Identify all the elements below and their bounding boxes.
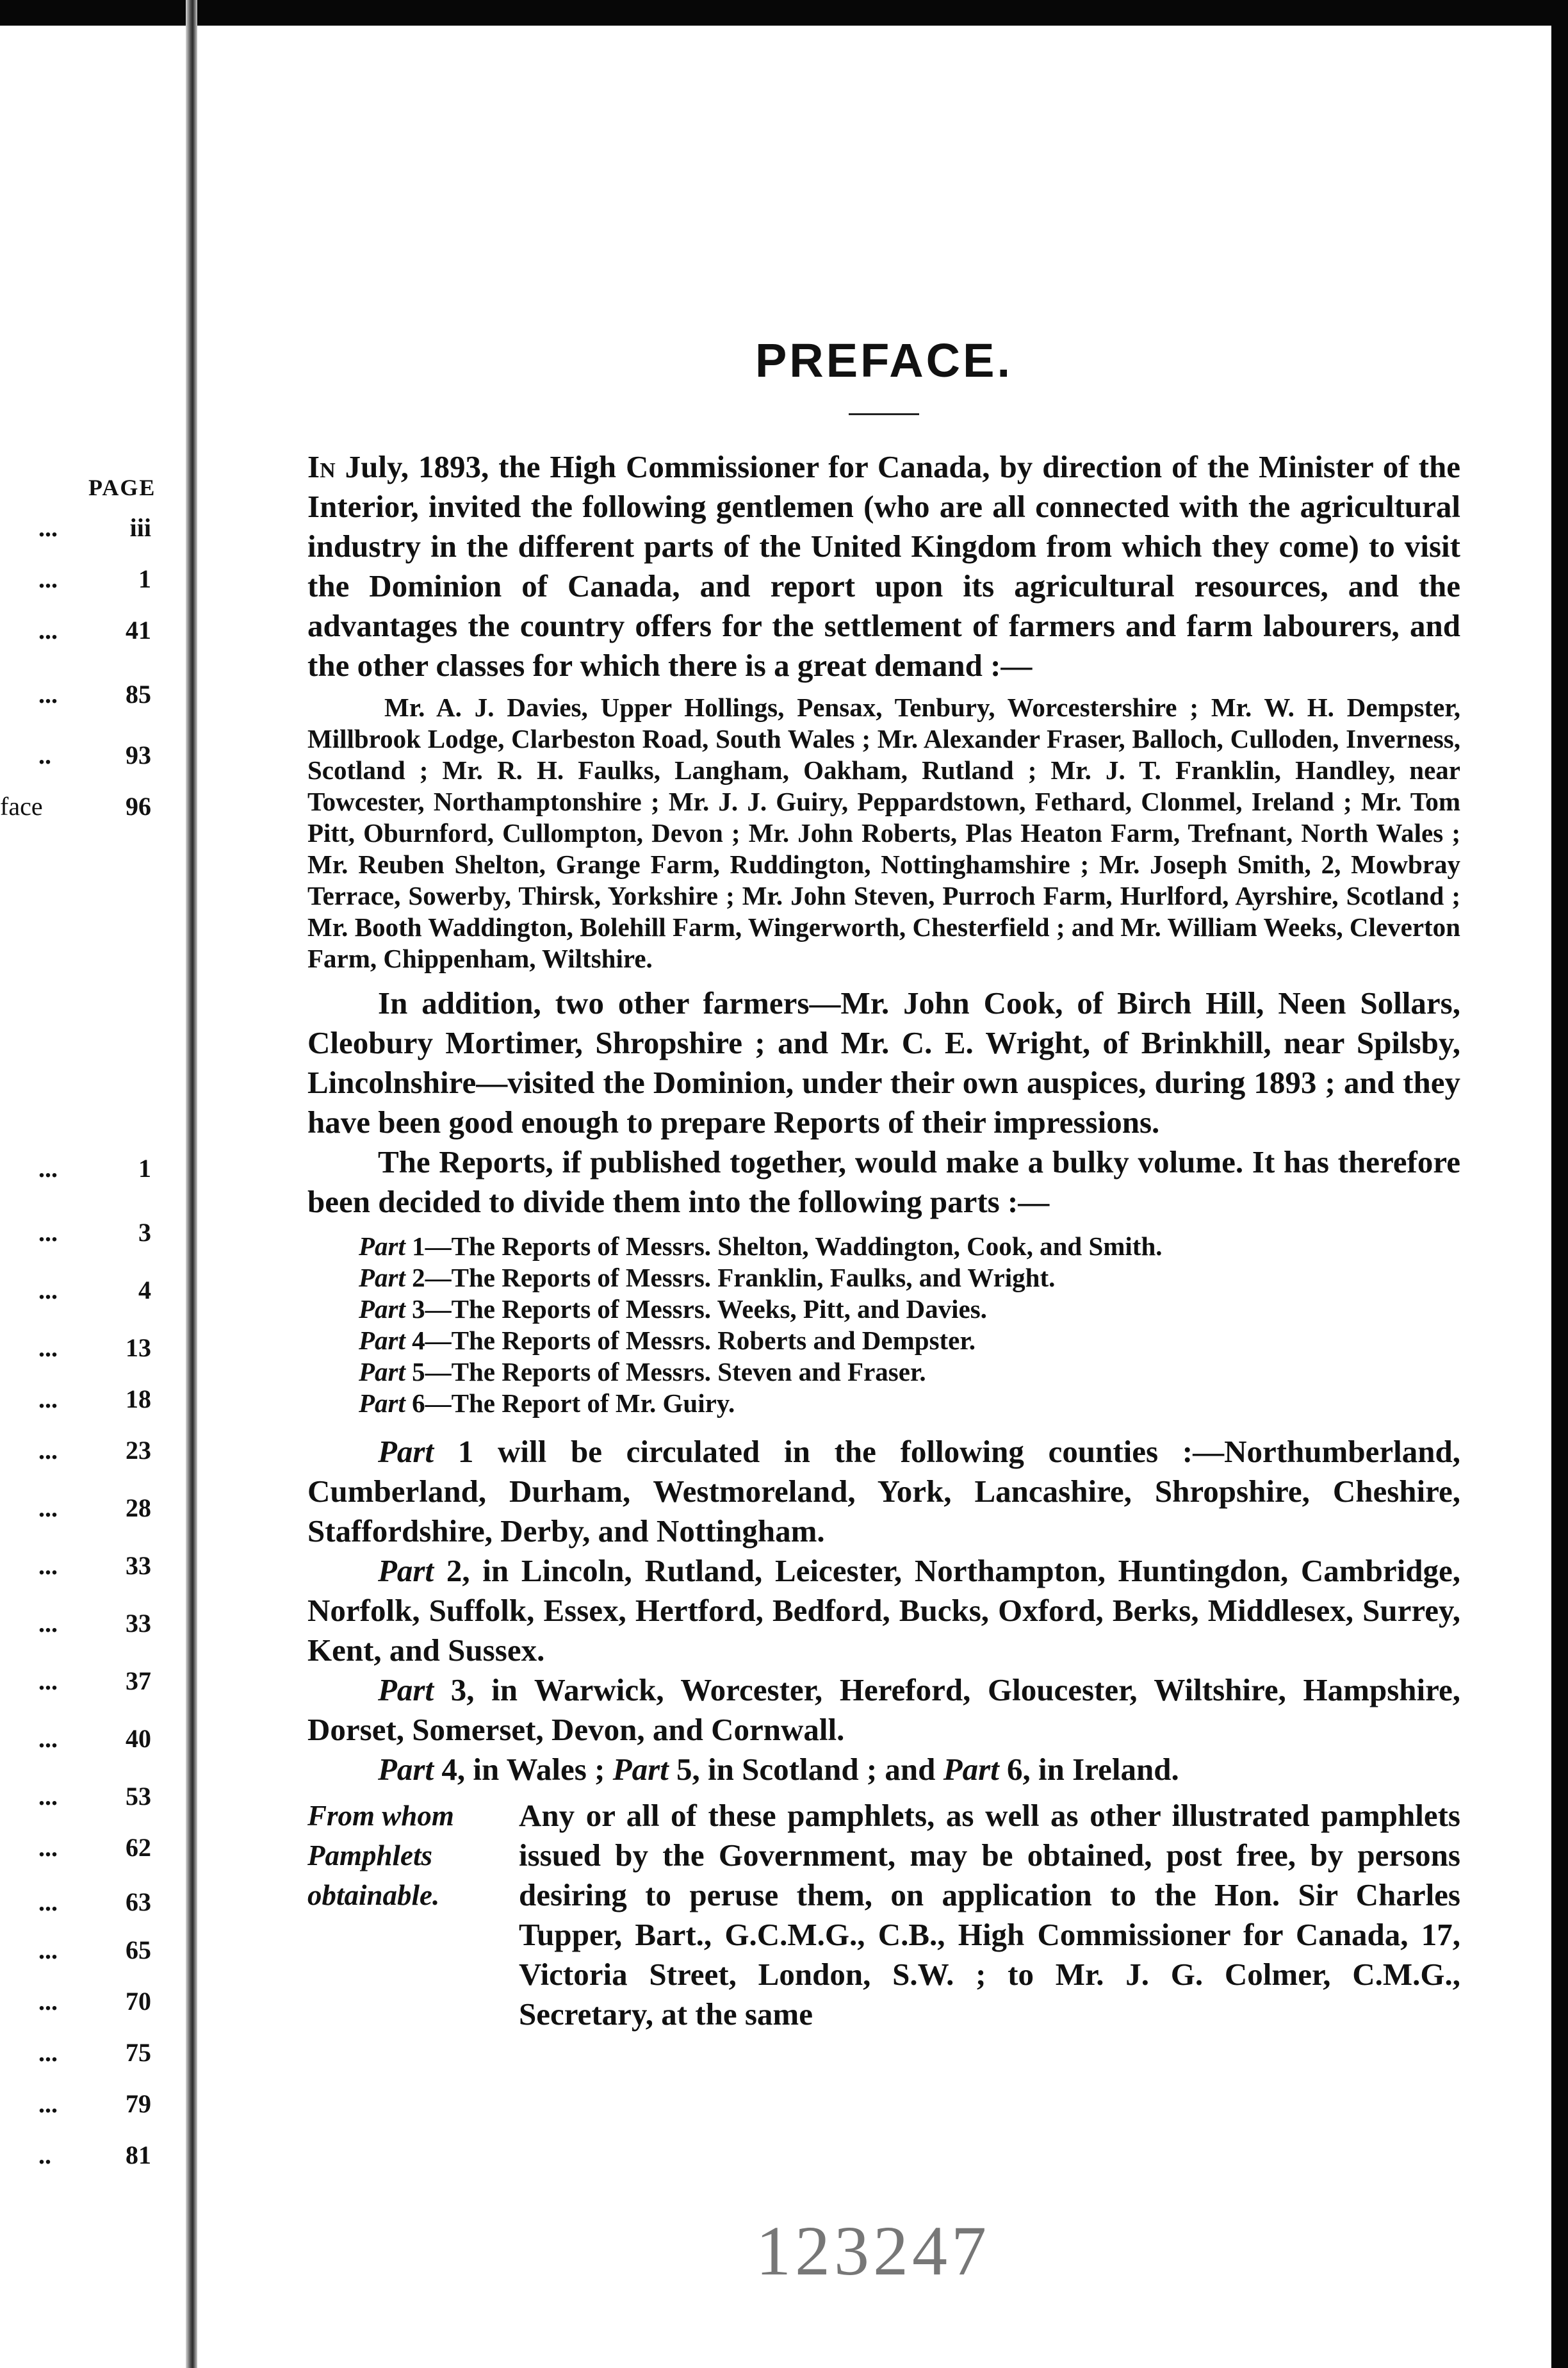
toc-leader: ... (38, 1782, 58, 1811)
toc-row (0, 1935, 160, 1973)
paragraph-part2-counties: Part 2, in Lincoln, Rutland, Leicester, Northampton, Huntingdon, Cambridge, Norfolk, Suffolk, Essex, Hertford, Bedford, Bucks, Oxford, Berks, Middlesex, Surrey, Kent, and Sussex. (307, 1553, 1460, 1668)
toc-row (0, 1153, 160, 1192)
toc-leader: ... (38, 564, 58, 593)
toc-row (0, 1493, 160, 1531)
toc-page-number: 1 (138, 1154, 151, 1183)
margin-note: From whom Pamphlets obtainable. (307, 1800, 454, 1911)
toc-row (0, 679, 160, 718)
toc-row (0, 1781, 160, 1820)
toc-row (0, 1217, 160, 1256)
toc-page-header: PAGE (88, 475, 156, 500)
toc-page-number: 40 (126, 1724, 151, 1753)
toc-page-number: 33 (126, 1551, 151, 1580)
toc-leader: ... (38, 1276, 58, 1304)
toc-leader: .. (38, 741, 51, 769)
toc-page-number: 1 (138, 564, 151, 593)
previous-page-fragment (0, 0, 186, 2368)
toc-page-number: 28 (126, 1493, 151, 1522)
toc-leader: ... (38, 2038, 58, 2067)
toc-leader: ... (38, 1436, 58, 1465)
toc-leader: ... (38, 1551, 58, 1580)
toc-page-number: 65 (126, 1936, 151, 1964)
part-item: Part 6—The Report of Mr. Guiry. (359, 1388, 735, 1418)
part-item: Part 1—The Reports of Messrs. Shelton, Waddington, Cook, and Smith. (359, 1231, 1163, 1261)
toc-row (0, 740, 160, 778)
scan-top-border (0, 0, 1568, 26)
toc-leader: ... (38, 1724, 58, 1753)
toc-page-number: 62 (126, 1833, 151, 1862)
pamphlets-section (307, 1796, 1460, 2034)
toc-page-number: 33 (126, 1609, 151, 1638)
toc-row (0, 1723, 160, 1762)
scan-right-border (1551, 0, 1568, 2368)
toc-row (0, 2089, 160, 2127)
toc-leader: ... (38, 680, 58, 709)
toc-leader: ... (38, 1936, 58, 1964)
paragraph-pamphlets: Any or all of these pamphlets, as well as other illustrated pamphlets issued by the Government, may be obtained, post free, by persons desiring to peruse them, on application to the Hon. Sir Charles Tupper, Bart., G.C.M.G., C.B., High Commissioner for Canada, 17, Victoria Street, London, S.W. ; to Mr. J. G. Colmer, C.M.G., Secretary, at the same (519, 1798, 1460, 2032)
part-item: Part 3—The Reports of Messrs. Weeks, Pitt, and Davies. (359, 1294, 987, 1324)
paragraph-addition: In addition, two other farmers—Mr. John Cook, of Birch Hill, Neen Sollars, Cleobury Mortimer, Shropshire ; and Mr. C. E. Wright, of Brinkhill, near Spilsby, Lincolnshire—visited the Dominion, under their own auspices, during 1893 ; and they have been good enough to prepare Reports of their impressions. (307, 985, 1460, 1140)
paragraph-part1-counties: Part 1 will be circulated in the following counties :—Northumberland, Cumberland, Durham, Westmoreland, York, Lancashire, Shropshire, Cheshire, Staffordshire, Derby, and Nottingham. (307, 1434, 1460, 1549)
toc-leader: ... (38, 1887, 58, 1916)
toc-page-number: 75 (126, 2038, 151, 2067)
part-item: Part 2—The Reports of Messrs. Franklin, Faulks, and Wright. (359, 1263, 1056, 1292)
toc-row (0, 2037, 160, 2076)
toc-leader: ... (38, 1833, 58, 1862)
toc-leader: ... (38, 1987, 58, 2016)
toc-page-number: 93 (126, 741, 151, 769)
paragraph-part3-counties: Part 3, in Warwick, Worcester, Hereford, Gloucester, Wiltshire, Hampshire, Dorset, Somerset, Devon, and Cornwall. (307, 1672, 1460, 1747)
paragraph-parts-4-6: Part 4, in Wales ; Part 5, in Scotland ; and Part 6, in Ireland. (378, 1752, 1179, 1787)
toc-leader: ... (38, 1385, 58, 1413)
toc-page-number: 41 (126, 616, 151, 645)
toc-leader: .. (38, 2141, 51, 2169)
page-title: PREFACE. (755, 334, 1013, 387)
toc-leader: ... (38, 1493, 58, 1522)
toc-row (0, 791, 160, 830)
toc-row (0, 1550, 160, 1589)
toc-row (0, 1887, 160, 1925)
toc-row (0, 1666, 160, 1704)
toc-page-number: 13 (126, 1333, 151, 1362)
toc-leader: ... (38, 1666, 58, 1695)
toc-leader: ... (38, 616, 58, 645)
toc-page-number: 3 (138, 1218, 151, 1247)
toc-page-number: 70 (126, 1987, 151, 2016)
toc-page-number: 81 (126, 2141, 151, 2169)
toc-row (0, 1608, 160, 1647)
toc-page-number: 53 (126, 1782, 151, 1811)
toc-page-number: 4 (138, 1276, 151, 1304)
toc-leader: ... (38, 1609, 58, 1638)
toc-page-number: 79 (126, 2089, 151, 2118)
toc-page-number: iii (129, 513, 151, 542)
toc-row (0, 2140, 160, 2178)
toc-row (0, 1333, 160, 1371)
toc-row (0, 1384, 160, 1422)
parts-list (359, 1231, 1460, 1419)
toc-page-number: 63 (126, 1887, 151, 1916)
paragraph-intro (307, 447, 1460, 686)
toc-row (0, 564, 160, 602)
toc-leader: face (0, 792, 43, 821)
intro-first-word: In (307, 449, 336, 484)
toc-page-number: 96 (126, 792, 151, 821)
part-item: Part 5—The Reports of Messrs. Steven and Fraser. (359, 1357, 926, 1386)
toc-row (0, 1832, 160, 1871)
toc-leader: ... (38, 1154, 58, 1183)
toc-page-number: 37 (126, 1666, 151, 1695)
paragraph-gentlemen-list: Mr. A. J. Davies, Upper Hollings, Pensax, Tenbury, Worcestershire ; Mr. W. H. Dempster, Millbrook Lodge, Clarbeston Road, South Wales ; Mr. Alexander Fraser, Balloch, Culloden, Inverness, Scotland ; Mr. R. H. Faulks, Langham, Oakham, Rutland ; Mr. J. T. Franklin, Handley, near Towcester, Northamptonshire ; Mr. J. J. Guiry, Peppardstown, Fethard, Clonmel, Ireland ; Mr. Tom Pitt, Oburnford, Cullompton, Devon ; Mr. John Roberts, Plas Heaton Farm, Trefnant, North Wales ; Mr. Reuben Shelton, Grange Farm, Ruddington, Nottinghamshire ; Mr. Joseph Smith, 2, Mowbray Terrace, Sowerby, Thirsk, Yorkshire ; Mr. John Steven, Purroch Farm, Hurlford, Ayrshire, Scotland ; Mr. Booth Waddington, Bolehill Farm, Wingerworth, Chesterfield ; and Mr. William Weeks, Cleverton Farm, Chippenham, Wiltshire. (307, 693, 1460, 973)
toc-page-number: 23 (126, 1436, 151, 1465)
intro-text: July, 1893, the High Commissioner for Canada, by direction of the Minister of the Interior, invited the following gentlemen (who are all connected with the agricultural industry in the different parts of the United Kingdom from which they come) to visit the Dominion of Canada, and report upon its agricultural resources, and the advantages the country offers for the settlement of farmers and farm labourers, and the other classes for which there is a great demand :— (307, 449, 1460, 683)
page-gutter (186, 0, 197, 2368)
toc-leader: ... (38, 513, 58, 542)
accession-stamp: 123247 (756, 2212, 990, 2290)
toc-leader: ... (38, 1218, 58, 1247)
toc-page-number: 18 (126, 1385, 151, 1413)
title-rule (849, 413, 919, 415)
toc-row (0, 513, 160, 551)
toc-row (0, 1275, 160, 1313)
part-item: Part 4—The Reports of Messrs. Roberts and Dempster. (359, 1326, 976, 1355)
toc-leader: ... (38, 2089, 58, 2118)
toc-page-number: 85 (126, 680, 151, 709)
paragraph-reports: The Reports, if published together, would make a bulky volume. It has therefore been decided to divide them into the following parts :— (307, 1144, 1460, 1219)
preface-page (307, 333, 1460, 2034)
toc-leader: ... (38, 1333, 58, 1362)
toc-row (0, 1986, 160, 2025)
toc-row (0, 1435, 160, 1474)
toc-row (0, 615, 160, 654)
